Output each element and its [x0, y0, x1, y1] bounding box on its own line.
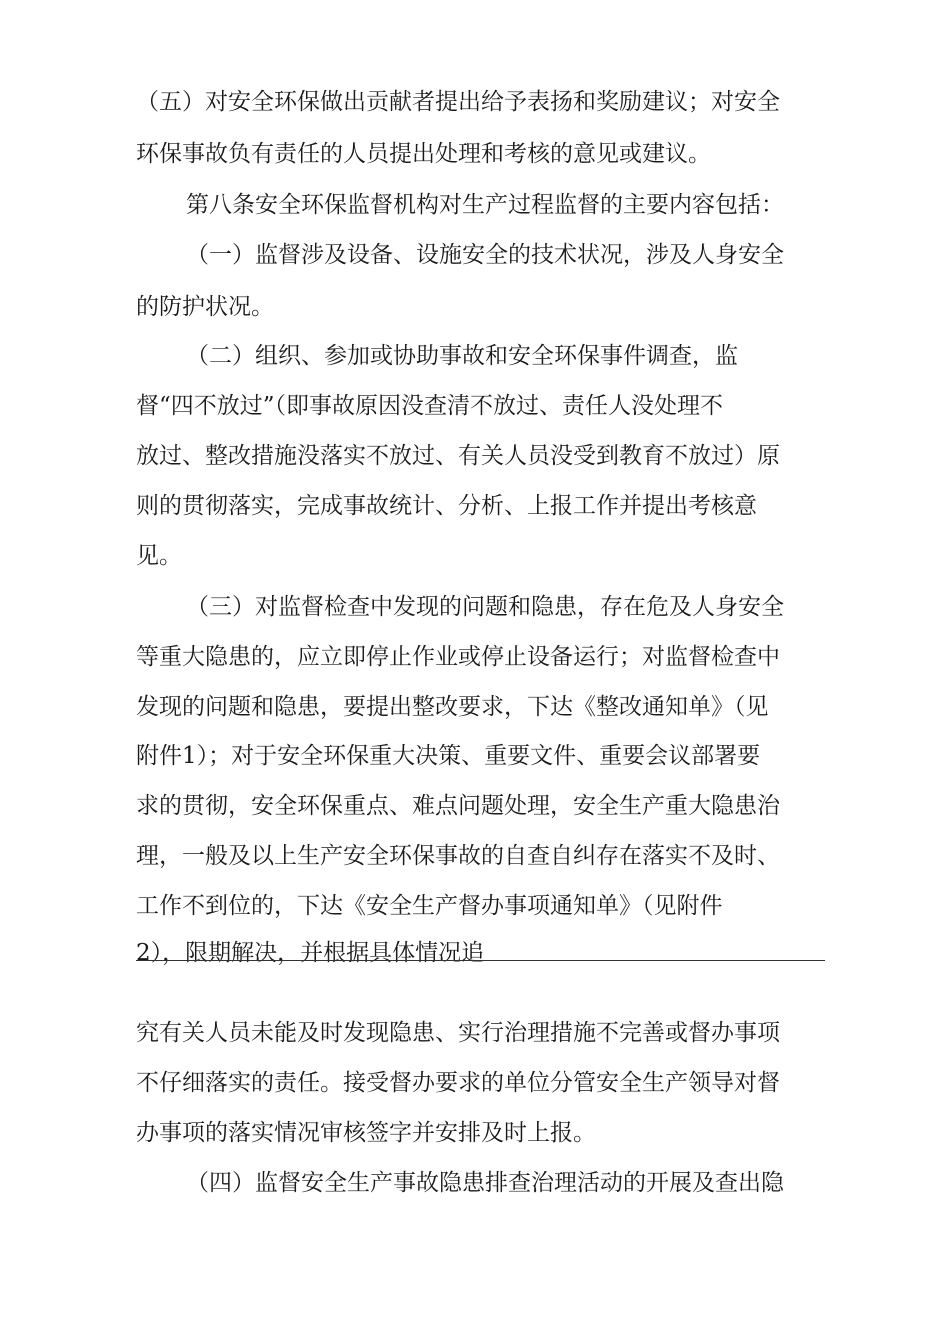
- text-line: 环保事故负有责任的人员提出处理和考核的意见或建议。: [136, 141, 711, 167]
- text-line: 理，一般及以上生产安全环保事故的自查自纠存在落实不及时、: [136, 843, 780, 869]
- text-line: 不仔细落实的责任。接受督办要求的单位分管安全生产领导对督: [136, 1070, 780, 1096]
- text-line: （五）对安全环保做出贡献者提出给予表扬和奖励建议；对安全: [136, 89, 780, 115]
- text-line: 督“四不放过”（即事故原因没查清不放过、责任人没处理不: [136, 393, 724, 419]
- text-line: 2），限期解决，并根据具体情况追: [136, 940, 485, 966]
- page-divider: [136, 960, 825, 961]
- text-line: （四）监督安全生产事故隐患排查治理活动的开展及查出隐: [186, 1170, 784, 1196]
- text-line: 等重大隐患的，应立即停止作业或停止设备运行；对监督检查中: [136, 644, 780, 670]
- text-line: 放过、整改措施没落实不放过、有关人员没受到教育不放过）原: [136, 443, 780, 469]
- text-line: 附件1）；对于安全环保重大决策、重要文件、重要会议部署要: [136, 743, 761, 769]
- text-line: 见。: [136, 543, 182, 569]
- text-line: （二）组织、参加或协助事故和安全环保事件调查，监: [186, 343, 738, 369]
- text-line: 究有关人员未能及时发现隐患、实行治理措施不完善或督办事项: [136, 1020, 780, 1046]
- text-line: （三）对监督检查中发现的问题和隐患，存在危及人身安全: [186, 594, 784, 620]
- text-line: 发现的问题和隐患，要提出整改要求，下达《整改通知单》（见: [136, 694, 769, 720]
- article-heading: 第八条安全环保监督机构对生产过程监督的主要内容包括：: [186, 192, 784, 218]
- text-line: 工作不到位的，下达《安全生产督办事项通知单》（见附件: [136, 893, 723, 919]
- text-line: （一）监督涉及设备、设施安全的技术状况，涉及人身安全: [186, 242, 784, 268]
- text-line: 的防护状况。: [136, 294, 274, 320]
- text-line: 办事项的落实情况审核签字并安排及时上报。: [136, 1120, 596, 1146]
- text-line: 则的贯彻落实，完成事故统计、分析、上报工作并提出考核意: [136, 493, 757, 519]
- text-line: 求的贯彻，安全环保重点、难点问题处理，安全生产重大隐患治: [136, 793, 780, 819]
